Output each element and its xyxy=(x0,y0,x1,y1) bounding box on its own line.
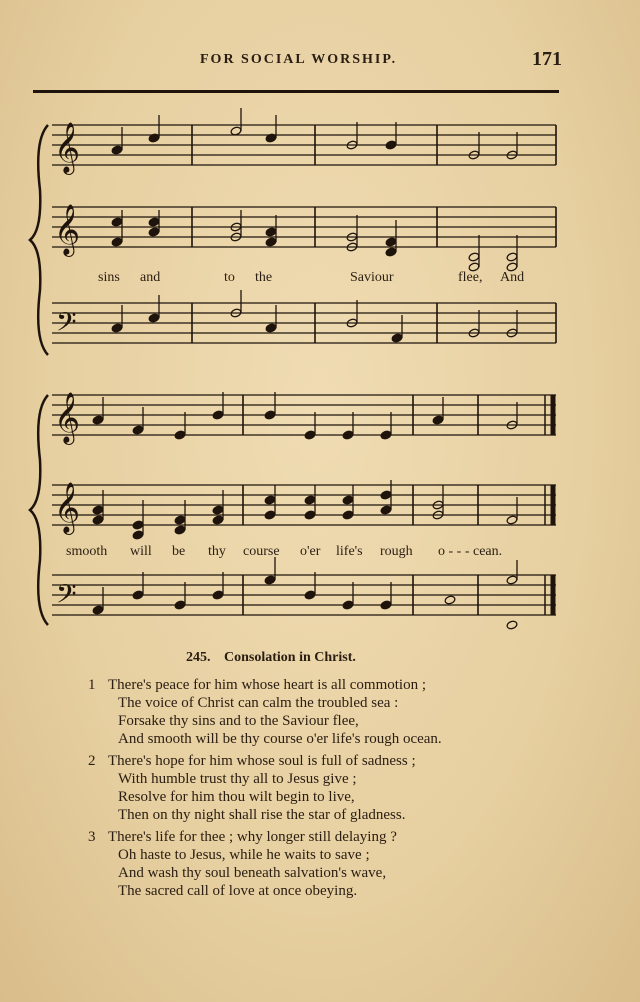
system2-brace xyxy=(30,395,48,625)
stanza-line: And smooth will be thy course o'er life's rough ocean. xyxy=(118,731,442,747)
bass-clef-icon: 𝄢 xyxy=(56,306,77,344)
lyric-word: o'er xyxy=(300,544,321,559)
hymn-number: 245. xyxy=(186,650,211,665)
system1-brace xyxy=(30,125,48,355)
page-number: 171 xyxy=(532,48,562,70)
lyric-word: thy xyxy=(208,544,226,559)
hymn-title: Consolation in Christ. xyxy=(224,650,356,665)
system1-staff2 xyxy=(52,207,556,247)
stanza-line: There's life for thee ; why longer still delaying ? xyxy=(108,829,397,845)
lyric-word: life's xyxy=(336,544,363,559)
lyric-word: the xyxy=(255,270,273,285)
lyric-word: to xyxy=(224,270,235,285)
treble-clef-icon: 𝄞 xyxy=(54,122,81,173)
system1-staff1 xyxy=(52,125,556,165)
running-head-title: FOR SOCIAL WORSHIP. xyxy=(200,52,398,67)
treble-clef-icon: 𝄞 xyxy=(54,392,81,443)
lyric-word: flee, xyxy=(458,270,483,285)
treble-clef-icon: 𝄞 xyxy=(54,204,81,255)
lyric-word: and xyxy=(140,270,161,285)
stanza-line: Resolve for him thou wilt begin to live, xyxy=(118,789,355,805)
stanza-line: The voice of Christ can calm the troubled sea : xyxy=(118,695,399,711)
stanza-line: Oh haste to Jesus, while he waits to save ; xyxy=(118,847,370,863)
system1-staff3 xyxy=(52,303,556,343)
bass-clef-icon: 𝄢 xyxy=(56,578,77,616)
lyric-word: smooth xyxy=(66,544,108,559)
stanza-number: 2 xyxy=(88,753,96,769)
stanza-line: Then on thy night shall rise the star of gladness. xyxy=(118,807,406,823)
lyric-word: be xyxy=(172,544,186,559)
lyric-word: rough xyxy=(380,544,413,559)
system2-staff2 xyxy=(52,485,556,525)
stanza-2 xyxy=(88,752,416,824)
stanza-line: There's hope for him whose soul is full of sadness ; xyxy=(108,753,416,769)
stanza-line: Forsake thy sins and to the Saviour flee, xyxy=(118,713,359,729)
system2-staff3 xyxy=(52,575,556,615)
lyric-word: o - - - cean. xyxy=(438,544,503,559)
treble-clef-icon: 𝄞 xyxy=(54,482,81,533)
lyric-word: course xyxy=(243,544,280,559)
stanza-line: And wash thy soul beneath salvation's wave, xyxy=(118,865,387,881)
stanza-3 xyxy=(88,828,397,900)
stanza-number: 3 xyxy=(88,829,96,845)
lyric-word: sins xyxy=(98,270,120,285)
stanza-1 xyxy=(88,676,442,748)
hymn-heading xyxy=(186,650,356,666)
system2-staff1 xyxy=(52,395,556,435)
running-head xyxy=(0,48,640,74)
stanza-line: The sacred call of love at once obeying. xyxy=(118,883,358,899)
stanza-line: With humble trust thy all to Jesus give ; xyxy=(118,771,357,787)
lyric-word: And xyxy=(500,270,525,285)
lyric-word: Saviour xyxy=(350,270,394,285)
stanza-line: There's peace for him whose heart is all commotion ; xyxy=(108,677,427,693)
stanza-number: 1 xyxy=(88,677,96,693)
header-rule xyxy=(33,90,559,93)
lyric-word: will xyxy=(130,544,152,559)
